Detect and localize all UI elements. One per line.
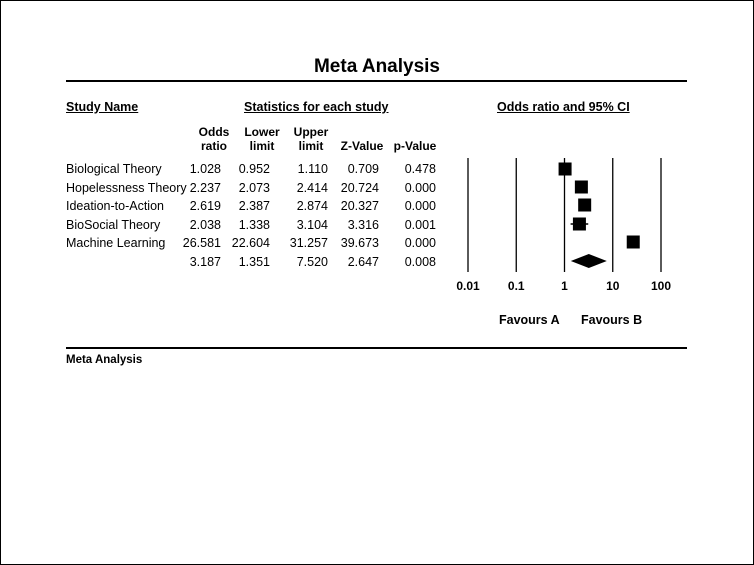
footer-caption: Meta Analysis: [66, 354, 143, 366]
upper-limit-value: 3.104: [296, 218, 328, 232]
z-value: 0.709: [347, 162, 379, 176]
forest-header: Odds ratio and 95% CI: [497, 100, 630, 114]
p-value: 0.000: [404, 236, 436, 250]
upper-limit-value: 2.874: [296, 199, 328, 213]
lower-limit-value: 22.604: [231, 236, 270, 250]
lower-limit-value: 0.952: [238, 162, 270, 176]
point-marker-1: [575, 181, 588, 194]
tick-label: 100: [650, 279, 672, 293]
p-value: 0.000: [404, 181, 436, 195]
tick-label: 0.1: [507, 279, 525, 293]
favours-a-label: Favours A: [499, 313, 560, 327]
lower-limit-value: 1.338: [238, 218, 270, 232]
tick-label: 10: [606, 279, 620, 293]
bottom-rule: [66, 347, 687, 349]
z-value: 20.327: [340, 199, 379, 213]
odds-ratio-value: 2.038: [189, 218, 221, 232]
upper-limit-value: 2.414: [296, 181, 328, 195]
odds-ratio-value: 26.581: [182, 236, 221, 250]
z-value: 39.673: [340, 236, 379, 250]
point-marker-4: [627, 236, 640, 249]
z-value: 3.316: [347, 218, 379, 232]
point-marker-3: [573, 218, 586, 231]
statistics-header: Statistics for each study: [244, 100, 389, 114]
upper-limit-value: 1.110: [297, 162, 328, 176]
chart-title: Meta Analysis: [313, 56, 440, 77]
point-marker-2: [578, 199, 591, 212]
z-value: 20.724: [340, 181, 379, 195]
p-value-column-header: p-Value: [393, 139, 437, 153]
lower-limit-value: 2.073: [238, 181, 270, 195]
point-marker-0: [559, 163, 572, 176]
upper-limit-column-header: Upper limit: [293, 125, 329, 153]
upper-limit-value: 31.257: [289, 236, 328, 250]
z-value-column-header: Z-Value: [340, 139, 384, 153]
study-name: Hopelessness Theory: [66, 181, 187, 195]
lower-limit-value: 2.387: [238, 199, 270, 213]
tick-label: 1: [561, 279, 568, 293]
study-name: Biological Theory: [66, 162, 162, 176]
summary-diamond: [571, 254, 607, 268]
odds-ratio-value: 2.237: [189, 181, 221, 195]
summary-lower-limit-value: 1.351: [238, 255, 270, 269]
odds-ratio-column-header: Odds ratio: [198, 125, 230, 153]
p-value: 0.000: [404, 199, 436, 213]
odds-ratio-value: 1.028: [189, 162, 221, 176]
p-value: 0.001: [404, 218, 436, 232]
study-name: Ideation-to-Action: [66, 199, 164, 213]
favours-b-label: Favours B: [581, 313, 643, 327]
summary-upper-limit-value: 7.520: [296, 255, 328, 269]
lower-limit-column-header: Lower limit: [244, 125, 280, 153]
odds-ratio-value: 2.619: [189, 199, 221, 213]
p-value: 0.478: [404, 162, 436, 176]
summary-p-value: 0.008: [404, 255, 436, 269]
summary-z-value: 2.647: [347, 255, 379, 269]
study-name: BioSocial Theory: [66, 218, 161, 232]
summary-odds-ratio-value: 3.187: [189, 255, 221, 269]
study-name-header: Study Name: [66, 100, 139, 114]
study-name: Machine Learning: [66, 236, 166, 250]
tick-label: 0.01: [456, 279, 480, 293]
